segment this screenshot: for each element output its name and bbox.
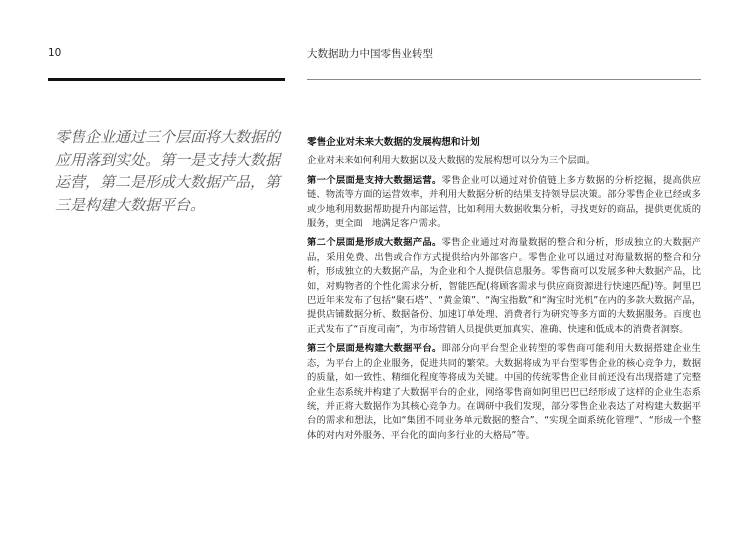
paragraph-lead: 第一个层面是支持大数据运营。	[307, 174, 442, 186]
running-title: 大数据助力中国零售业转型	[307, 48, 433, 60]
intro-paragraph: 企业对未来如何利用大数据以及大数据的发展构想可以分为三个层面。	[307, 155, 596, 167]
article-body	[307, 136, 701, 448]
page-number: 10	[48, 47, 62, 59]
left-heavy-rule	[48, 78, 285, 81]
paragraph-level-2	[307, 236, 701, 337]
right-thin-rule	[307, 79, 701, 80]
paragraph-text: 零售企业通过对海量数据的整合和分析，形成独立的大数据产品，采用免费、出售或合作方式提供给内外部客户。零售企业可以通过对海量数据的整合和分析，形成独立的大数据产品，为企业和个人提供信息服务。零售商可以发展多种大数据产品，比如，对购物者的个性化需求分析，智能匹配(将顾客需求与供应商资源进行快速匹配)等。阿里巴巴近年来发布了包括“聚石塔”、“黄金策”、“淘宝指数”和“淘宝时光机”在内的多款大数据产品，提供店铺数据分析、数据备份、加速订单处理、消费者行为研究等多方面的大数据服务。百度也正式发布了“百度司南”，为市场营销人员提供更加真实、准确、快速和低成本的消费者洞察。	[307, 237, 701, 335]
section-heading: 零售企业对未来大数据的发展构想和计划	[307, 137, 480, 148]
paragraph-lead: 第三个层面是构建大数据平台。	[307, 343, 442, 355]
paragraph-text: 即部分向平台型企业转型的零售商可能利用大数据搭建企业生态，为平台上的企业服务，促进共同的繁荣。大数据将成为平台型零售企业的核心竞争力，数据的质量，如一致性、精细化程度等将成为关键。中国的传统零售企业目前还没有出现搭建了完整企业生态系统并构建了大数据平台的企业，网络零售商如阿里巴巴已经形成了这样的企业生态系统，并正将大数据作为其核心竞争力。在调研中我们发现，部分零售企业表达了对构建大数据平台的需求和想法，比如“集团不同业务单元数据的整合”、“实现全面系统化管理”、“形成一个整体的对内对外服务、平台化的面向多行业的大格局”等。	[307, 343, 701, 441]
paragraph-level-3	[307, 342, 701, 443]
paragraph-text: 零售企业可以通过对价值链上多方数据的分析挖掘，提高供应链、物流等方面的运营效率，并利用大数据分析的结果支持领导层决策。部分零售企业已经或多或少地利用数据帮助提升内部运营，比如利用大数据收集分析，寻找更好的商品，提供更优质的服务，更全面 地满足客户需求。	[307, 174, 701, 230]
paragraph-level-1	[307, 174, 701, 232]
paragraph-lead: 第二个层面是形成大数据产品。	[307, 237, 442, 249]
pull-quote: 零售企业通过三个层面将大数据的应用落到实处。第一是支持大数据运营，第二是形成大数据产品，第三是构建大数据平台。	[55, 128, 281, 214]
